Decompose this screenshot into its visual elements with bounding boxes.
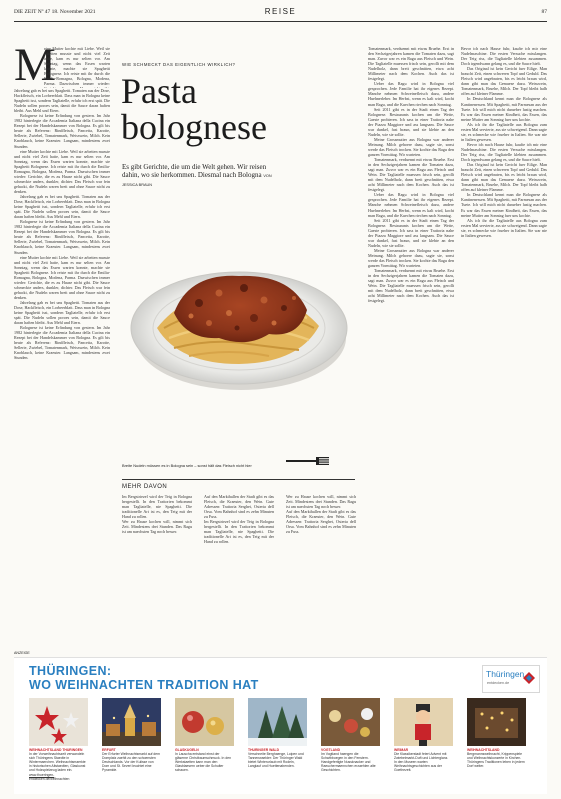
subhead: MEHR DAVON <box>122 484 168 490</box>
paragraph: Wer zu Hause kochen will, nimmt sich Zeit. Mindestens drei Stunden. Das Ragu ist am naechsten Tag noch besser. <box>286 494 356 510</box>
paragraph: eine Mutter kochte mit Liebe. Weil sie arbeiten musste und nicht viel Zeit hatte, kam es nur selten vor. Am Sonntag, wenn das Essen warten konnte, machte sie Spaghetti Bolognese. Ich reiste mit ihr durch die Emilia-Romagna, Bologna, Modena, Parma. Dazwischen immer wieder: Gerichte, die es zu Hause nicht gibt. Die Sauce schmeckte anders, dunkler, dichter. Das Fleisch war fein gehackt, die Nudeln waren breit und ohne Sauce nicht zu denken. <box>14 148 110 194</box>
paragraph: Bevor ich nach Hause fuhr, kaufte ich mir eine Nudelmaschine. Die ersten Versuche misslangen. Der Teig riss, die Tagliatelle klebten zusammen. Doch irgendwann gelang es, und die Sauce hielt. <box>461 46 547 67</box>
ad-image-christmas-stars <box>29 698 88 746</box>
section-title: REISE <box>264 7 297 16</box>
ad-title-line-1: THÜRINGEN: <box>29 664 112 678</box>
paragraph: Tomatenmark, verduennt mit etwas Bruehe. Erst in den Sechzigerjahren kamen die Tomaten dazu, sagt man. Zuvor war es ein Ragu aus Fleisch und Wein. Die Tagliatelle muessen frisch sein, gerollt mit dem Nudelholz, dann breit geschnitten, etwa acht Millimeter nach dem Kochen. Auch das ist festgelegt. <box>368 46 454 82</box>
ad-item-title: WEIMAR <box>394 748 409 752</box>
ad-label: ANZEIGE <box>14 651 30 655</box>
article-column-2 <box>368 46 454 644</box>
kicker: WIE SCHMECKT DAS EIGENTLICH WIRKLICH? <box>122 62 236 67</box>
ad-item-2 <box>102 748 160 773</box>
article-column-1 <box>14 88 110 645</box>
page-header <box>14 7 547 19</box>
logo-word: Thüringen <box>486 669 525 679</box>
paragraph: eine Mutter kochte mit Liebe. Weil sie arbeiten musste und nicht viel Zeit hatte, kam es nur selten vor. Am Sonntag, wenn das Essen warten konnte, machte sie Spaghetti Bolognese. Ich reiste mit ihr durch die Emilia-Romagna, Bologna, Modena, Parma. Dazwischen immer wieder: <box>44 46 110 87</box>
paragraph: Das Original ist kein Gericht fuer Eilige. Man braucht Zeit, einen schweren Topf und Geduld. Das Fleisch wird angebraten, bis es leicht braun wird, dann gibt man das Gemuese dazu. Weisswein, Tomatenmark, Bruehe, Milch. Der Topf bleibt halb offen auf kleiner Flamme. <box>461 162 547 193</box>
ad-item-1 <box>29 748 87 781</box>
paragraph: Meine Grossmutter aus Bologna war anderer Meinung. Milch gehoere dazu, sagte sie, sonst werde das Fleisch trocken. Sie kochte das Ragu den ganzen Vormittag. Wir warteten. <box>368 136 454 157</box>
thueringen-logo[interactable] <box>482 665 540 693</box>
ad-image-church-lights <box>467 698 526 746</box>
ad-item-body: In der Vorweihnachtszeit verwandeln sich Thüringens Staedte in Wintermaerchen. Weihnachtsmaerkte in historischen Altstaedten, Glaskunst und Holzspielzeug laden ein. <box>29 752 86 773</box>
ad-image-nutcracker <box>394 698 453 746</box>
paragraph: Bolognese ist keine Erfindung von gestern. Im Jahr 1982 hinterlegte die Accademia Italiana della Cucina ein Rezept bei der Handelskammer von Bologna. Es gilt bis heute als Referenz: Rindfleisch, Pancetta, Karotte, Sellerie, Zwiebel, Tomatenmark, Weisswein, Milch. Kein Knoblauch, keine Kraeuter. Langsam, mindestens zwei Stunden. <box>14 325 110 361</box>
paragraph: Bevor ich nach Hause fuhr, kaufte ich mir eine Nudelmaschine. Die ersten Versuche misslangen. Der Teig riss, die Tagliatelle klebten zusammen. Doch irgendwann gelang es, und die Sauce hielt. <box>461 141 547 163</box>
paragraph: Bolognese ist keine Erfindung von gestern. Im Jahr 1982 hinterlegte die Accademia Italiana della Cucina ein Rezept bei der Handelskammer von Bologna. Es gilt bis heute als Referenz: Rindfleisch, Pancetta, Karotte, Sellerie, Zwiebel, Tomatenmark, Weisswein, Milch. Kein Knoblauch, keine Kraeuter. Langsam, mindestens zwei Stunden. <box>14 113 110 149</box>
pasta-photo <box>119 188 359 408</box>
article-column-3 <box>461 46 547 644</box>
deck <box>122 163 272 190</box>
paragraph: Tomatenmark, verduennt mit etwas Bruehe. Erst in den Sechzigerjahren kamen die Tomaten dazu, sagt man. Zuvor war es ein Ragu aus Fleisch und Wein. Die Tagliatelle muessen frisch sein, gerollt mit dem Nudelholz, dann breit geschnitten, etwa acht Millimeter nach dem Kochen. Auch das ist festgelegt. <box>368 268 454 304</box>
paragraph: Meine Grossmutter aus Bologna war anderer Meinung. Milch gehoere dazu, sagte sie, sonst werde das Fleisch trocken. Sie kochte das Ragu den ganzen Vormittag. Wir warteten. <box>368 247 454 269</box>
ad-item-link[interactable]: www.thueringen-entdecken.de/weihnachten <box>29 772 70 781</box>
paragraph: eine Mutter kochte mit Liebe. Weil sie arbeiten musste und nicht viel Zeit hatte, kam es nur selten vor. Am Sonntag, wenn das Essen warten konnte, machte sie Spaghetti Bolognese. Ich reiste mit ihr durch die Emilia-Romagna, Bologna, Modena, Parma. Dazwischen immer wieder: Gerichte, die es zu Hause nicht gibt. Die Sauce schmeckte anders, dunkler, dichter. Das Fleisch war fein gehackt, die Nudeln waren breit und ohne Sauce nicht zu denken. <box>14 254 110 300</box>
fork-icon <box>282 455 332 467</box>
headline <box>121 73 267 145</box>
paragraph: Jahrelang gab es bei uns Spaghetti. Tomaten aus der Dose, Hackfleisch, ein Lorbeerblatt. Dass man in Bologna keine Spaghetti isst, sondern Tagliatelle, erfuhr ich erst spät. Die Nudeln sollen poroes sein, damit die Sauce daran haften bleibt. Aus Mehl und Eiern. <box>14 88 110 114</box>
issue-info: DIE ZEIT Nº 47 18. November 2021 <box>14 9 96 15</box>
logo-mark-icon <box>522 671 536 685</box>
caption-rule <box>122 479 355 480</box>
header-rule <box>14 21 547 22</box>
info-column-3 <box>286 494 356 644</box>
ad-item-title: WEIHNACHTSLAND THÜRINGEN <box>29 748 83 752</box>
paragraph: Tomatenmark, verduennt mit etwas Bruehe. Erst in den Sechzigerjahren kamen die Tomaten dazu, sagt man. Zuvor war es ein Ragu aus Fleisch und Wein. Die Tagliatelle muessen frisch sein, gerollt mit dem Nudelholz, dann breit geschnitten, etwa acht Millimeter nach dem Kochen. Auch das ist festgelegt. <box>368 157 454 193</box>
paragraph: Als ich ihr die Tagliatelle aus Bologna zum ersten Mal servierte, ass sie schweigend. Dann sagte sie, es schmecke wie frueher in Italien. Sie war nie in Italien gewesen. <box>461 217 547 238</box>
ad-item-4 <box>248 748 306 768</box>
ad-image-forest <box>248 698 307 746</box>
paragraph: Ueber das Ragu wird in Bologna viel gesprochen. Jede Familie hat ihr eigenes Rezept. Manche nehmen Schweinefleisch dazu, andere Huehnerleber. Im Herbst, wenn es kalt wird, kocht man Ragu, und die Kuechen riechen nach Sonntag. <box>368 192 454 218</box>
ad-item-body: Bergmannsweihnacht, Krippenspiele und Weihnachtskonzerte in Kirchen. Thüringens Traditionen leben in jedem Dorf weiter. <box>467 752 525 769</box>
paragraph: Im Bergstriezel wird der Teig in Bologna hergestellt. In den Trattorien bekommt man Tagliatelle, nie Spaghetti. Die traditionelle Art ist es, den Teig mit der Hand zu rollen. <box>204 519 274 545</box>
ad-item-title: GLASKUGELN <box>175 748 199 752</box>
paragraph: Wer zu Hause kochen will, nimmt sich Zeit. Mindestens drei Stunden. Das Ragu ist am naechsten Tag noch besser. <box>122 519 192 535</box>
deck-text: Es gibt Gerichte, die um die Welt gehen. Wir reisen dahin, wo sie herkommen. Diesmal nach Bologna <box>122 163 267 180</box>
paragraph: Seit 2011 gibt es in der Stadt einen Tag der Bolognese. Restaurants kochen um die Wette, Gaeste probieren. Ich sass in einer Trattoria nahe der Piazza Maggiore und ass langsam. Die Sauce war dunkel, fast braun, und sie klebte an den Nudeln, wie sie sollte. <box>368 106 454 137</box>
logo-sub: entdecken.de <box>487 681 510 685</box>
paragraph: Im Bergstriezel wird der Teig in Bologna hergestellt. In den Trattorien bekommt man Tagliatelle, nie Spaghetti. Die traditionelle Art ist es, den Teig mit der Hand zu rollen. <box>122 494 192 520</box>
info-column-1 <box>122 494 192 644</box>
info-column-2 <box>204 494 274 644</box>
paragraph: Das Original ist kein Gericht fuer Eilige. Man braucht Zeit, einen schweren Topf und Geduld. Das Fleisch wird angebraten, bis es leicht braun wird, dann gibt man das Gemuese dazu. Weisswein, Tomatenmark, Bruehe, Milch. Der Topf bleibt halb offen auf kleiner Flamme. <box>461 66 547 97</box>
page-number: 87 <box>541 9 547 15</box>
paragraph: Seit 2011 gibt es in der Stadt einen Tag der Bolognese. Restaurants kochen um die Wette, Gaeste probieren. Ich sass in einer Trattoria nahe der Piazza Maggiore und ass langsam. Die Sauce war dunkel, fast braun, und sie klebte an den Nudeln, wie sie sollte. <box>368 217 454 248</box>
ad-item-title: THÜRINGER WALD <box>248 748 280 752</box>
paragraph: Bolognese ist keine Erfindung von gestern. Im Jahr 1982 hinterlegte die Accademia Italiana della Cucina ein Rezept bei der Handelskammer von Bologna. Es gilt bis heute als Referenz: Rindfleisch, Pancetta, Karotte, Sellerie, Zwiebel, Tomatenmark, Weisswein, Milch. Kein Knoblauch, keine Kraeuter. Langsam, mindestens zwei Stunden. <box>14 219 110 255</box>
photo-caption: Breite Nudeln müssen es in Bologna sein – sonst hält das Fleisch nicht hier <box>122 463 252 468</box>
ad-item-body: Verschneite Berghaenge, Loipen und Tannenwaelder: Der Thüringer Wald bietet Winterurlaub mit Rodeln, Langlauf und Huettenabenden. <box>248 752 304 769</box>
paragraph: Als ich ihr die Tagliatelle aus Bologna zum ersten Mal servierte, ass sie schweigend. Dann sagte sie, es schmecke wie frueher in Italien. Sie war nie in Italien gewesen. <box>461 121 547 142</box>
ad-item-5 <box>321 748 379 773</box>
dropcap: M <box>14 39 56 91</box>
ad-image-glass-baubles <box>175 698 234 746</box>
advertisement <box>14 657 547 794</box>
ad-image-erfurt-market <box>102 698 161 746</box>
paragraph: Auf den Markthallen der Stadt gibt es das Fleisch, die Kraeuter, den Wein. Gute Adressen: Trattoria Serghei, Osteria dell Orsa. Vom Bahnhof sind es zehn Minuten zu Fuss. <box>204 494 274 520</box>
ad-item-6 <box>394 748 452 773</box>
ad-item-body: Der Erfurter Weihnachtsmarkt auf dem Domplatz zaehlt zu den schoensten Deutschlands. Vor der Kulisse von Dom und St. Severi leuchtet eine Pyramide. <box>102 752 160 773</box>
ad-item-body: In Lauscha entstand einst der gläserne Christbaumschmuck. In den Werkstaetten kann man den Glasblaesern ueber die Schulter schauen. <box>175 752 231 773</box>
ad-item-body: Die Klassikerstadt feiert Advent mit Zwiebelmarkt-Duft und Lichterglanz. In den Museen warten Weihnachtsgeschichten aus der Goethezeit. <box>394 752 449 773</box>
ad-image-decorations <box>321 698 380 746</box>
ad-title-line-2: WO WEIHNACHTEN TRADITION HAT <box>29 678 259 692</box>
byline: VON JESSICA BRAUN <box>122 174 272 188</box>
ad-item-3 <box>175 748 233 773</box>
ad-item-body: Im Vogtland haengen die Schwibboegen in den Fenstern. Handgefertigte Nussknacker und Raeuchermaennchen erzaehlen alte Geschichten. <box>321 752 376 773</box>
headline-line-1: Pasta <box>121 71 197 111</box>
article-column-1-top <box>44 46 110 88</box>
paragraph: Ueber das Ragu wird in Bologna viel gesprochen. Jede Familie hat ihr eigenes Rezept. Manche nehmen Schweinefleisch dazu, andere Huehnerleber. Im Herbst, wenn es kalt wird, kocht man Ragu, und die Kuechen riechen nach Sonntag. <box>368 81 454 107</box>
paragraph: Auf den Markthallen der Stadt gibt es das Fleisch, die Kraeuter, den Wein. Gute Adressen: Trattoria Serghei, Osteria dell Orsa. Vom Bahnhof sind es zehn Minuten zu Fuss. <box>286 509 356 535</box>
ad-item-title: WEIHNACHTSLAND <box>467 748 500 752</box>
paragraph: In Deutschland kennt man die Bolognese als Kantinenessen. Mit Spaghetti, mit Parmesan aus der Tuete. Ich will mich nicht darueber lustig machen. Es war das Essen meiner Kindheit, das Essen, das meine Mutter am Sonntag fuer uns kochte. <box>461 96 547 122</box>
paragraph: In Deutschland kennt man die Bolognese als Kantinenessen. Mit Spaghetti, mit Parmesan aus der Tuete. Ich will mich nicht darueber lustig machen. Es war das Essen meiner Kindheit, das Essen, das meine Mutter am Sonntag fuer uns kochte. <box>461 192 547 218</box>
ad-item-7 <box>467 748 525 768</box>
headline-line-2: bolognese <box>121 107 267 147</box>
paragraph: Jahrelang gab es bei uns Spaghetti. Tomaten aus der Dose, Hackfleisch, ein Lorbeerblatt. Dass man in Bologna keine Spaghetti isst, sondern Tagliatelle, erfuhr ich erst spät. Die Nudeln sollen poroes sein, damit die Sauce daran haften bleibt. Aus Mehl und Eiern. <box>14 193 110 220</box>
ad-item-title: ERFURT <box>102 748 116 752</box>
ad-title <box>29 664 259 692</box>
ad-item-title: VOGTLAND <box>321 748 341 752</box>
paragraph: Jahrelang gab es bei uns Spaghetti. Tomaten aus der Dose, Hackfleisch, ein Lorbeerblatt. Dass man in Bologna keine Spaghetti isst, sondern Tagliatelle, erfuhr ich erst spät. Die Nudeln sollen poroes sein, damit die Sauce daran haften bleibt. Aus Mehl und Eiern. <box>14 299 110 326</box>
